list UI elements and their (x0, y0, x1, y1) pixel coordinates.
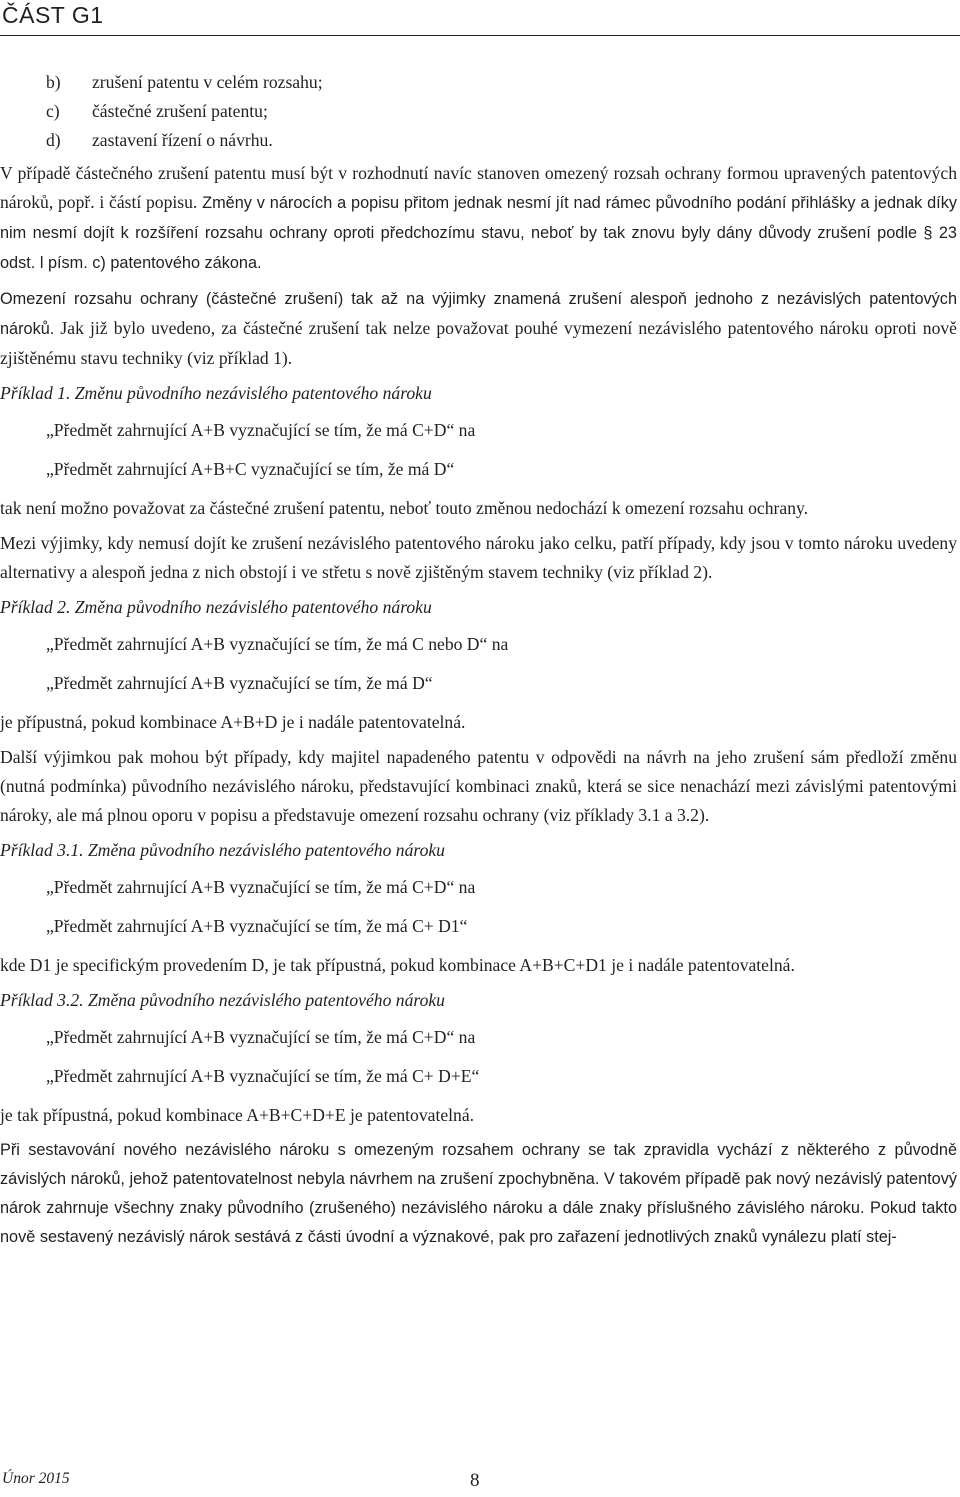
claim-text: „Předmět zahrnující A+B vyznačující se tím, že má C+ D1“ (46, 916, 468, 936)
paragraph: kde D1 je specifickým provedením D, je tak přípustná, pokud kombinace A+B+C+D1 je i nadále patentovatelná. (0, 955, 795, 975)
list-letter: b) (46, 72, 61, 92)
list-text: zrušení patentu v celém rozsahu; (92, 72, 323, 92)
paragraph: je přípustná, pokud kombinace A+B+D je i nadále patentovatelná. (0, 712, 466, 732)
header-rule (0, 35, 960, 36)
page-body (0, 68, 957, 1258)
claim-text: „Předmět zahrnující A+B vyznačující se tím, že má C+D“ na (46, 1027, 476, 1047)
footer-date: Únor 2015 (2, 1470, 70, 1487)
paragraph-text: V případě částečného zrušení patentu musí být v rozhodnutí navíc stanoven omezený rozsah ochrany formou upravených patentových nároků, popř. i částí popisu. (0, 163, 957, 212)
list-item (0, 97, 957, 126)
list-item (0, 68, 957, 97)
paragraph (0, 284, 957, 373)
paragraph: Další výjimkou pak mohou být případy, kdy majitel napadeného patentu v odpovědi na návrh na jeho zrušení sám předloží změnu (nutná podmínka) původního nezávislého nároku, představující kombinaci znaků, která se sice nenachází mezi závislými patentovými nároky, ale má plnou oporu v popisu a představuje omezení rozsahu ochrany (viz příklady 3.1 a 3.2). (0, 747, 957, 825)
list-letter: c) (46, 101, 60, 121)
paragraph: tak není možno považovat za částečné zrušení patentu, neboť touto změnou nedochází k omezení rozsahu ochrany. (0, 498, 809, 518)
paragraph: Při sestavování nového nezávislého nároku s omezeným rozsahem ochrany se tak zpravidla vychází z některého z původně závislých nároků, jehož patentovatelnost nebyla návrhem na zrušení zpochybněna. V takovém případě pak nový nezávislý patentový nárok zahrnuje všechny znaky původního (zrušeného) nezávislého nároku a dále znaky příslušného závislého nároku. Pokud takto nově sestavený nezávislý nárok sestává z části úvodní a význakové, pak pro zařazení jednotlivých znaků vynálezu platí stej- (0, 1141, 957, 1246)
paragraph: Mezi výjimky, kdy nemusí dojít ke zrušení nezávislého patentového nároku jako celku, patří případy, kdy jsou v tomto nároku uvedeny alternativy a alespoň jedna z nich obstojí i ve střetu s nově zjištěným stavem techniky (viz příklad 2). (0, 533, 957, 582)
page-footer (0, 1466, 960, 1496)
paragraph-text: Jak již bylo uvedeno, za částečné zrušení tak nelze považovat pouhé vymezení nezávislého patentového nároku oproti nově zjištěnému stavu techniky (viz příklad 1). (0, 318, 957, 368)
example-heading: Příklad 3.1. Změna původního nezávislého patentového nároku (0, 840, 445, 860)
list-letter: d) (46, 130, 61, 150)
claim-text: „Předmět zahrnující A+B vyznačující se tím, že má C+D“ na (46, 877, 476, 897)
page-number: 8 (470, 1470, 480, 1491)
example-heading: Příklad 2. Změna původního nezávislého patentového nároku (0, 597, 432, 617)
claim-text: „Předmět zahrnující A+B+C vyznačující se tím, že má D“ (46, 459, 455, 479)
page-header (0, 0, 960, 40)
example-heading: Příklad 3.2. Změna původního nezávislého patentového nároku (0, 990, 445, 1010)
list-text: zastavení řízení o návrhu. (92, 130, 273, 150)
claim-text: „Předmět zahrnující A+B vyznačující se tím, že má C+D“ na (46, 420, 476, 440)
claim-text: „Předmět zahrnující A+B vyznačující se tím, že má D“ (46, 673, 433, 693)
paragraph: je tak přípustná, pokud kombinace A+B+C+D+E je patentovatelná. (0, 1105, 475, 1125)
section-title: ČÁST G1 (2, 2, 104, 28)
paragraph (0, 159, 957, 278)
list-item (0, 126, 957, 155)
list-text: částečné zrušení patentu; (92, 101, 268, 121)
paragraph-text: Omezení rozsahu ochrany (částečné zrušení) tak až na výjimky znamená zrušení alespoň jednoho z nezávislých patentových nároků. (0, 290, 957, 338)
example-heading: Příklad 1. Změnu původního nezávislého patentového nároku (0, 383, 432, 403)
claim-text: „Předmět zahrnující A+B vyznačující se tím, že má C+ D+E“ (46, 1066, 480, 1086)
claim-text: „Předmět zahrnující A+B vyznačující se tím, že má C nebo D“ na (46, 634, 509, 654)
paragraph-text: Změny v nárocích a popisu přitom jednak nesmí jít nad rámec původního podání přihlášky a jednak díky nim nesmí dojít k rozšíření rozsahu ochrany oproti předchozímu stavu, neboť by tak znovu byly dány důvody zrušení podle § 23 odst. l písm. c) patentového zákona. (0, 194, 957, 272)
